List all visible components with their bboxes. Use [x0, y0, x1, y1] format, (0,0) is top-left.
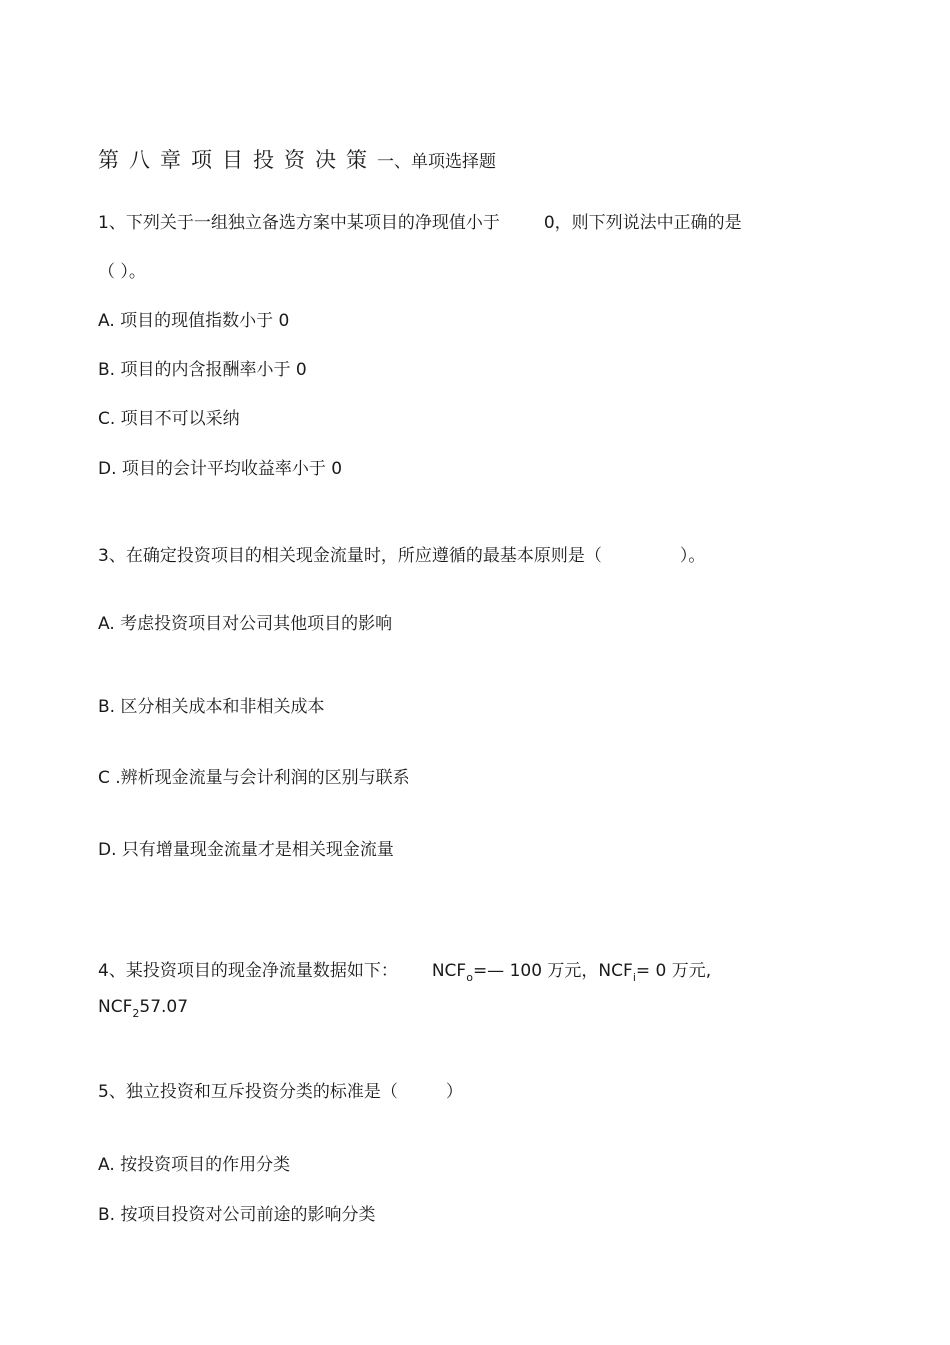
- ncf0-value: =— 100 万元，NCF: [472, 961, 633, 981]
- question-3-option-b: B. 区分相关成本和非相关成本: [98, 697, 325, 717]
- question-5-text-a: 5、独立投资和互斥投资分类的标准是（: [98, 1082, 398, 1102]
- section-title: 一、单项选择题: [377, 152, 496, 172]
- ncf1-value: = 0 万元,: [635, 961, 712, 981]
- ncf2-label: NCF: [98, 997, 133, 1017]
- chapter-title: 第八章项目投资决策: [98, 148, 377, 172]
- question-3-text-b: ）。: [679, 546, 706, 566]
- question-1-option-d: D. 项目的会计平均收益率小于 0: [98, 459, 343, 479]
- question-5-stem: [98, 1081, 463, 1103]
- question-1-option-a: A. 项目的现值指数小于 0: [98, 311, 290, 331]
- ncf2-subscript: 2: [132, 1007, 140, 1020]
- question-1-text-b: 0，则下列说法中正确的是: [543, 213, 742, 233]
- question-3-option-c: C .辨析现金流量与会计利润的区别与联系: [98, 768, 410, 788]
- question-4-continuation: [98, 996, 188, 1018]
- question-1-option-c: C. 项目不可以采纳: [98, 409, 240, 429]
- document-heading: [98, 149, 496, 173]
- question-1-option-b: B. 项目的内含报酬率小于 0: [98, 360, 307, 380]
- question-5-option-b: B. 按项目投资对公司前途的影响分类: [98, 1205, 376, 1225]
- ncf0-label: NCF: [431, 961, 467, 981]
- question-3-text-a: 3、在确定投资项目的相关现金流量时，所应遵循的最基本原则是（: [98, 546, 602, 566]
- ncf0-subscript: o: [466, 971, 473, 984]
- question-1-text-a: 1、下列关于一组独立备选方案中某项目的净现值小于: [98, 213, 500, 233]
- question-4-stem: [98, 960, 711, 982]
- question-1-blank: （ ）。: [98, 262, 146, 282]
- question-1-stem: [98, 212, 742, 234]
- ncf1-subscript: i: [632, 971, 636, 984]
- question-4-text: 4、某投资项目的现金净流量数据如下：: [98, 961, 398, 981]
- ncf2-value: 57.07: [139, 997, 189, 1017]
- question-3-stem: [98, 545, 705, 567]
- question-3-option-d: D. 只有增量现金流量才是相关现金流量: [98, 840, 394, 860]
- question-5-text-b: ）: [445, 1082, 463, 1102]
- question-3-option-a: A. 考虑投资项目对公司其他项目的影响: [98, 614, 393, 634]
- question-5-option-a: A. 按投资项目的作用分类: [98, 1155, 291, 1175]
